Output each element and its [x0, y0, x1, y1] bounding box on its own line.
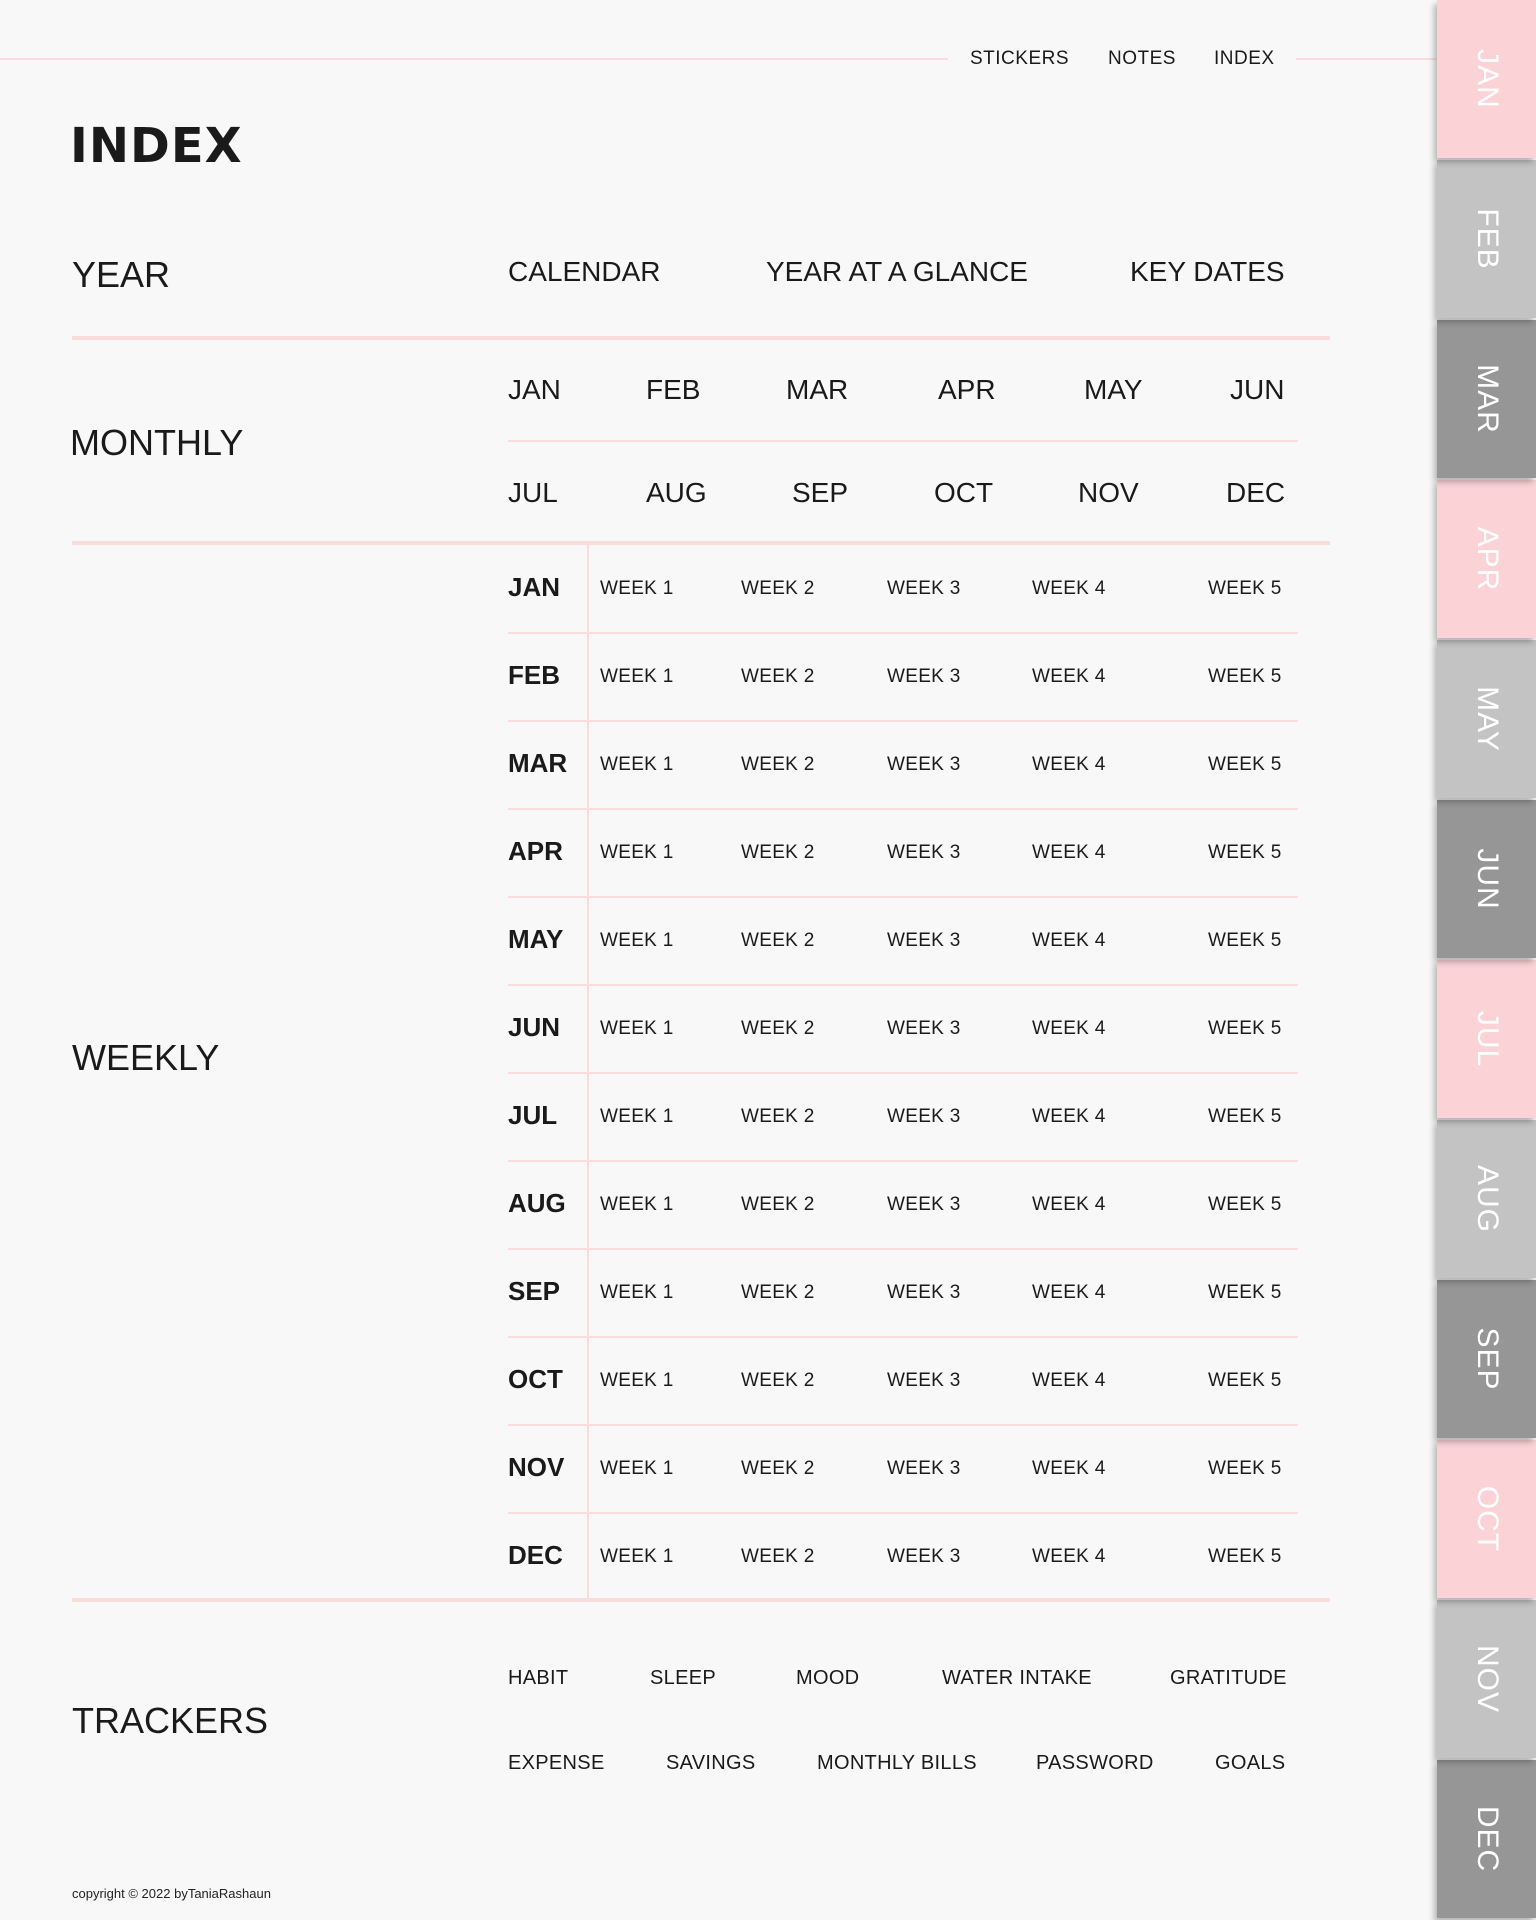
side-tab-oct[interactable]	[1437, 1440, 1536, 1598]
monthly-link-dec[interactable]: DEC	[1226, 477, 1286, 508]
weekly-month-jun: JUN	[508, 1012, 561, 1042]
divider-year	[72, 336, 1330, 340]
divider-monthly	[72, 541, 1330, 545]
weekly-feb-week-5[interactable]: WEEK 5	[1208, 666, 1282, 687]
weekly-month-dec: DEC	[508, 1540, 563, 1570]
weekly-apr-week-4[interactable]: WEEK 4	[1032, 842, 1106, 863]
side-tab-may[interactable]	[1437, 640, 1536, 798]
weekly-aug-week-1[interactable]: WEEK 1	[600, 1194, 674, 1215]
weekly-jan-week-1[interactable]: WEEK 1	[600, 578, 674, 599]
weekly-nov-week-4[interactable]: WEEK 4	[1032, 1458, 1106, 1479]
weekly-month-jul: JUL	[508, 1100, 558, 1130]
tracker-link-sleep[interactable]: SLEEP	[650, 1667, 716, 1689]
monthly-link-mar[interactable]: MAR	[786, 374, 849, 405]
tracker-link-password[interactable]: PASSWORD	[1036, 1752, 1154, 1774]
page-title: INDEX	[70, 118, 243, 174]
tracker-link-expense[interactable]: EXPENSE	[508, 1752, 605, 1774]
weekly-mar-week-4[interactable]: WEEK 4	[1032, 754, 1106, 775]
year-link-calendar[interactable]: CALENDAR	[508, 256, 661, 287]
weekly-may-week-4[interactable]: WEEK 4	[1032, 930, 1106, 951]
weekly-jan-week-2[interactable]: WEEK 2	[741, 578, 815, 599]
month-side-tabs	[1437, 0, 1536, 1920]
weekly-month-jan: JAN	[508, 572, 561, 602]
weekly-jan-week-4[interactable]: WEEK 4	[1032, 578, 1106, 599]
weekly-month-feb: FEB	[508, 660, 560, 690]
weekly-month-apr: APR	[508, 836, 563, 866]
tracker-link-water-intake[interactable]: WATER INTAKE	[942, 1667, 1092, 1689]
weekly-sep-week-5[interactable]: WEEK 5	[1208, 1282, 1282, 1303]
weekly-dec-week-3[interactable]: WEEK 3	[887, 1546, 961, 1567]
monthly-link-feb[interactable]: FEB	[646, 374, 701, 405]
weekly-mar-week-5[interactable]: WEEK 5	[1208, 754, 1282, 775]
weekly-oct-week-4[interactable]: WEEK 4	[1032, 1370, 1106, 1391]
side-tab-label: MAR	[1470, 364, 1504, 434]
weekly-row-divider	[508, 1512, 1298, 1514]
monthly-link-oct[interactable]: OCT	[934, 477, 994, 508]
divider-monthly-rows	[508, 440, 1298, 442]
monthly-link-sep[interactable]: SEP	[792, 477, 849, 508]
weekly-oct-week-1[interactable]: WEEK 1	[600, 1370, 674, 1391]
monthly-link-jan[interactable]: JAN	[508, 374, 561, 405]
weekly-row-divider	[508, 984, 1298, 986]
weekly-dec-week-2[interactable]: WEEK 2	[741, 1546, 815, 1567]
side-tab-label: JUL	[1470, 1010, 1504, 1068]
weekly-month-aug: AUG	[508, 1188, 566, 1218]
weekly-may-week-1[interactable]: WEEK 1	[600, 930, 674, 951]
weekly-aug-week-5[interactable]: WEEK 5	[1208, 1194, 1282, 1215]
weekly-jan-week-3[interactable]: WEEK 3	[887, 578, 961, 599]
side-tab-feb[interactable]	[1437, 160, 1536, 318]
weekly-jul-week-5[interactable]: WEEK 5	[1208, 1106, 1282, 1127]
nav-index[interactable]: INDEX	[1214, 48, 1275, 69]
side-tab-jan[interactable]	[1437, 0, 1536, 158]
year-label: YEAR	[72, 254, 171, 295]
weekly-jul-week-2[interactable]: WEEK 2	[741, 1106, 815, 1127]
side-tab-label: DEC	[1470, 1805, 1504, 1873]
weekly-aug-week-3[interactable]: WEEK 3	[887, 1194, 961, 1215]
weekly-mar-week-2[interactable]: WEEK 2	[741, 754, 815, 775]
weekly-nov-week-3[interactable]: WEEK 3	[887, 1458, 961, 1479]
nav-stickers[interactable]: STICKERS	[970, 48, 1070, 69]
weekly-jun-week-5[interactable]: WEEK 5	[1208, 1018, 1282, 1039]
weekly-nov-week-1[interactable]: WEEK 1	[600, 1458, 674, 1479]
year-link-year-at-a-glance[interactable]: YEAR AT A GLANCE	[766, 256, 1028, 287]
monthly-link-jun[interactable]: JUN	[1230, 374, 1285, 405]
weekly-nov-week-5[interactable]: WEEK 5	[1208, 1458, 1282, 1479]
weekly-jan-week-5[interactable]: WEEK 5	[1208, 578, 1282, 599]
year-link-key-dates[interactable]: KEY DATES	[1130, 256, 1285, 287]
weekly-apr-week-1[interactable]: WEEK 1	[600, 842, 674, 863]
side-tab-label: SEP	[1470, 1327, 1504, 1391]
weekly-apr-week-3[interactable]: WEEK 3	[887, 842, 961, 863]
side-tab-label: OCT	[1470, 1485, 1504, 1553]
side-tab-jul[interactable]	[1437, 960, 1536, 1118]
top-nav	[0, 48, 1436, 72]
weekly-month-oct: OCT	[508, 1364, 563, 1394]
weekly-row-divider	[508, 1424, 1298, 1426]
side-tab-dec[interactable]	[1437, 1760, 1536, 1918]
copyright-text: copyright © 2022 byTaniaRashaun	[72, 1886, 271, 1901]
tracker-link-mood[interactable]: MOOD	[796, 1667, 860, 1689]
side-tab-label: MAY	[1470, 686, 1504, 752]
weekly-row-divider	[508, 632, 1298, 634]
side-tab-nov[interactable]	[1437, 1600, 1536, 1758]
side-tab-label: NOV	[1470, 1644, 1504, 1714]
side-tab-aug[interactable]	[1437, 1120, 1536, 1278]
weekly-jun-week-3[interactable]: WEEK 3	[887, 1018, 961, 1039]
weekly-aug-week-2[interactable]: WEEK 2	[741, 1194, 815, 1215]
weekly-may-week-2[interactable]: WEEK 2	[741, 930, 815, 951]
weekly-feb-week-4[interactable]: WEEK 4	[1032, 666, 1106, 687]
weekly-row-divider	[508, 1336, 1298, 1338]
monthly-link-apr[interactable]: APR	[938, 374, 996, 405]
weekly-month-mar: MAR	[508, 748, 568, 778]
weekly-oct-week-5[interactable]: WEEK 5	[1208, 1370, 1282, 1391]
side-tab-label: AUG	[1470, 1164, 1504, 1234]
tracker-link-goals[interactable]: GOALS	[1215, 1752, 1286, 1774]
monthly-link-aug[interactable]: AUG	[646, 477, 707, 508]
weekly-row-divider	[508, 896, 1298, 898]
side-tab-sep[interactable]	[1437, 1280, 1536, 1438]
weekly-jul-week-3[interactable]: WEEK 3	[887, 1106, 961, 1127]
monthly-label: MONTHLY	[70, 422, 244, 463]
weekly-jun-week-1[interactable]: WEEK 1	[600, 1018, 674, 1039]
tracker-link-gratitude[interactable]: GRATITUDE	[1170, 1667, 1287, 1689]
side-tab-label: APR	[1470, 526, 1504, 592]
weekly-month-nov: NOV	[508, 1452, 565, 1482]
weekly-row-divider	[508, 720, 1298, 722]
weekly-row-divider	[508, 1160, 1298, 1162]
weekly-apr-week-5[interactable]: WEEK 5	[1208, 842, 1282, 863]
side-tab-apr[interactable]	[1437, 480, 1536, 638]
weekly-may-week-5[interactable]: WEEK 5	[1208, 930, 1282, 951]
tracker-link-monthly-bills[interactable]: MONTHLY BILLS	[817, 1752, 977, 1774]
weekly-mar-week-3[interactable]: WEEK 3	[887, 754, 961, 775]
weekly-label: WEEKLY	[72, 1037, 220, 1078]
side-tab-label: FEB	[1470, 208, 1504, 270]
weekly-sep-week-3[interactable]: WEEK 3	[887, 1282, 961, 1303]
tracker-link-habit[interactable]: HABIT	[508, 1667, 569, 1689]
weekly-sep-week-2[interactable]: WEEK 2	[741, 1282, 815, 1303]
weekly-month-sep: SEP	[508, 1276, 561, 1306]
weekly-oct-week-3[interactable]: WEEK 3	[887, 1370, 961, 1391]
monthly-link-jul[interactable]: JUL	[508, 477, 558, 508]
tracker-link-savings[interactable]: SAVINGS	[666, 1752, 756, 1774]
weekly-jul-week-4[interactable]: WEEK 4	[1032, 1106, 1106, 1127]
weekly-nov-week-2[interactable]: WEEK 2	[741, 1458, 815, 1479]
weekly-row-divider	[508, 808, 1298, 810]
weekly-sep-week-4[interactable]: WEEK 4	[1032, 1282, 1106, 1303]
side-tab-mar[interactable]	[1437, 320, 1536, 478]
weekly-sep-week-1[interactable]: WEEK 1	[600, 1282, 674, 1303]
weekly-dec-week-1[interactable]: WEEK 1	[600, 1546, 674, 1567]
side-tab-label: JUN	[1470, 848, 1504, 910]
weekly-jun-week-2[interactable]: WEEK 2	[741, 1018, 815, 1039]
side-tab-label: JAN	[1470, 49, 1504, 109]
weekly-jun-week-4[interactable]: WEEK 4	[1032, 1018, 1106, 1039]
divider-weekly	[72, 1598, 1330, 1602]
nav-notes[interactable]: NOTES	[1108, 48, 1176, 69]
weekly-month-may: MAY	[508, 924, 564, 954]
side-tab-jun[interactable]	[1437, 800, 1536, 958]
weekly-row-divider	[508, 1072, 1298, 1074]
weekly-dec-week-5[interactable]: WEEK 5	[1208, 1546, 1282, 1567]
weekly-jul-week-1[interactable]: WEEK 1	[600, 1106, 674, 1127]
weekly-mar-week-1[interactable]: WEEK 1	[600, 754, 674, 775]
weekly-row-divider	[508, 1248, 1298, 1250]
monthly-link-nov[interactable]: NOV	[1078, 477, 1139, 508]
weekly-feb-week-3[interactable]: WEEK 3	[887, 666, 961, 687]
weekly-may-week-3[interactable]: WEEK 3	[887, 930, 961, 951]
weekly-apr-week-2[interactable]: WEEK 2	[741, 842, 815, 863]
weekly-oct-week-2[interactable]: WEEK 2	[741, 1370, 815, 1391]
weekly-aug-week-4[interactable]: WEEK 4	[1032, 1194, 1106, 1215]
weekly-feb-week-2[interactable]: WEEK 2	[741, 666, 815, 687]
trackers-label: TRACKERS	[72, 1700, 269, 1741]
weekly-feb-week-1[interactable]: WEEK 1	[600, 666, 674, 687]
weekly-dec-week-4[interactable]: WEEK 4	[1032, 1546, 1106, 1567]
monthly-link-may[interactable]: MAY	[1084, 374, 1143, 405]
